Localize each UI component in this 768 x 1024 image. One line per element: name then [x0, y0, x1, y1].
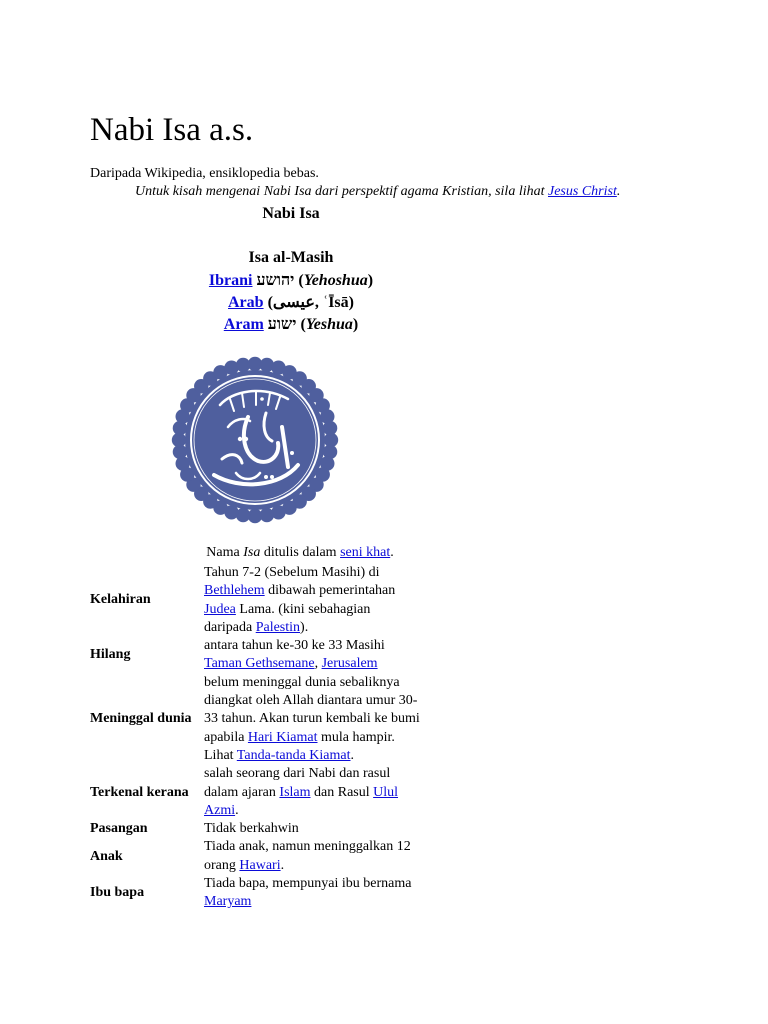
row-label-kelahiran: Kelahiran: [90, 592, 151, 608]
bethlehem-link[interactable]: Bethlehem: [204, 583, 265, 599]
row-label-terkenal: Terkenal kerana: [90, 784, 189, 800]
lang-link-aram[interactable]: Aram: [223, 316, 264, 333]
value-text: ,: [314, 656, 322, 672]
palestin-link[interactable]: Palestin: [255, 619, 301, 635]
table-row: [88, 838, 420, 875]
infobox-title: Nabi Isa: [262, 205, 320, 222]
caption-text: ditulis dalam: [260, 545, 341, 560]
seni-khat-link[interactable]: seni khat: [340, 545, 391, 560]
name-aramaic: [135, 314, 447, 336]
image-caption: [135, 544, 465, 562]
jesus-christ-link[interactable]: Jesus Christ: [548, 184, 617, 199]
transliteration: ʿĪsā: [322, 294, 349, 311]
paren-open: (: [296, 316, 306, 333]
page-title: Nabi Isa a.s.: [90, 112, 254, 148]
caption-end: .: [390, 545, 394, 560]
row-value-terkenal: [204, 765, 420, 820]
maryam-link[interactable]: Maryam: [204, 894, 252, 910]
value-text: .: [350, 747, 354, 763]
table-row: [88, 674, 420, 765]
table-row: [88, 820, 420, 838]
caption-italic: Isa: [243, 545, 261, 560]
judea-link[interactable]: Judea: [204, 601, 236, 617]
tanda-tanda-kiamat-link[interactable]: Tanda-tanda Kiamat: [236, 747, 351, 763]
paren-close: ): [348, 294, 354, 311]
jerusalem-link[interactable]: Jerusalem: [321, 656, 378, 672]
value-text: .: [280, 857, 285, 873]
row-value-ibubapa: [204, 875, 420, 912]
paren-close: ): [367, 272, 374, 289]
value-text: salah seorang dari Nabi dan rasul dalam ajaran: [204, 766, 391, 800]
row-label-hilang: Hilang: [90, 647, 131, 663]
name-arabic: Arab (عيسى, ʿĪsā): [228, 294, 354, 311]
row-value-pasangan: Tidak berkahwin: [204, 821, 299, 837]
name-hebrew: [135, 270, 447, 292]
value-text: dan Rasul: [310, 784, 374, 800]
hawari-link[interactable]: Hawari: [239, 857, 281, 873]
row-value-kelahiran: [204, 564, 420, 637]
caption-text: Nama: [206, 545, 244, 560]
row-value-hilang: [204, 637, 420, 674]
table-row: [88, 765, 420, 820]
hatnote-end: .: [616, 184, 621, 199]
row-label-anak: Anak: [90, 848, 123, 864]
hatnote: [135, 183, 620, 201]
value-text: .: [235, 802, 239, 818]
value-text: belum meninggal dunia sebaliknya diangkat oleh Allah diantara umur 30-33 tahun. Akan turun kembali ke bumi apabila: [204, 674, 420, 745]
table-row: [88, 564, 420, 637]
value-text: ).: [300, 619, 309, 635]
seal-scallop: [323, 421, 337, 435]
paren-open: (: [294, 272, 304, 289]
transliteration: Yehoshua: [303, 272, 368, 289]
arabic-calligraphy-seal-icon[interactable]: [170, 355, 340, 525]
infobox-table: [88, 564, 420, 912]
table-row: [88, 875, 420, 912]
table-row: [88, 637, 420, 674]
infobox-subtitle: Isa al-Masih: [248, 249, 334, 266]
value-text: mula hampir. Lihat: [204, 729, 395, 763]
paren-close: ): [352, 316, 359, 333]
paren-open: (: [263, 294, 273, 311]
value-text: Lama. (kini sebahagian daripada: [204, 601, 371, 635]
value-text: dibawah pemerintahan: [264, 583, 396, 599]
aramaic-script: ישוע: [267, 316, 297, 333]
row-value-anak: [204, 838, 420, 875]
ulul-azmi-link[interactable]: Ulul Azmi: [204, 784, 399, 818]
lang-link-ibrani[interactable]: Ibrani: [208, 272, 253, 289]
row-label-pasangan: Pasangan: [90, 821, 148, 837]
hatnote-text: Untuk kisah mengenai Nabi Isa dari perspektif agama Kristian, sila lihat: [135, 184, 548, 199]
transliteration: Yeshua: [305, 316, 353, 333]
taman-gethsemane-link[interactable]: Taman Gethsemane: [204, 656, 315, 672]
site-subtitle: Daripada Wikipedia, ensiklopedia bebas.: [90, 166, 319, 181]
hebrew-script: יהושע: [256, 272, 295, 289]
arabic-script: عيسى: [272, 294, 315, 311]
row-value-meninggal: [204, 674, 420, 765]
islam-link[interactable]: Islam: [279, 784, 311, 800]
row-label-meninggal: Meninggal dunia: [90, 711, 192, 727]
value-text: Tiada bapa, mempunyai ibu bernama: [204, 876, 412, 892]
hari-kiamat-link[interactable]: Hari Kiamat: [247, 729, 318, 745]
value-text: Tahun 7-2 (Sebelum Masihi) di: [204, 565, 380, 580]
lang-link-arab[interactable]: Arab: [228, 294, 264, 311]
value-text: Tiada anak, namun meninggalkan 12 orang: [204, 839, 411, 873]
value-text: antara tahun ke-30 ke 33 Masihi: [204, 638, 385, 654]
row-label-ibubapa: Ibu bapa: [90, 885, 145, 901]
